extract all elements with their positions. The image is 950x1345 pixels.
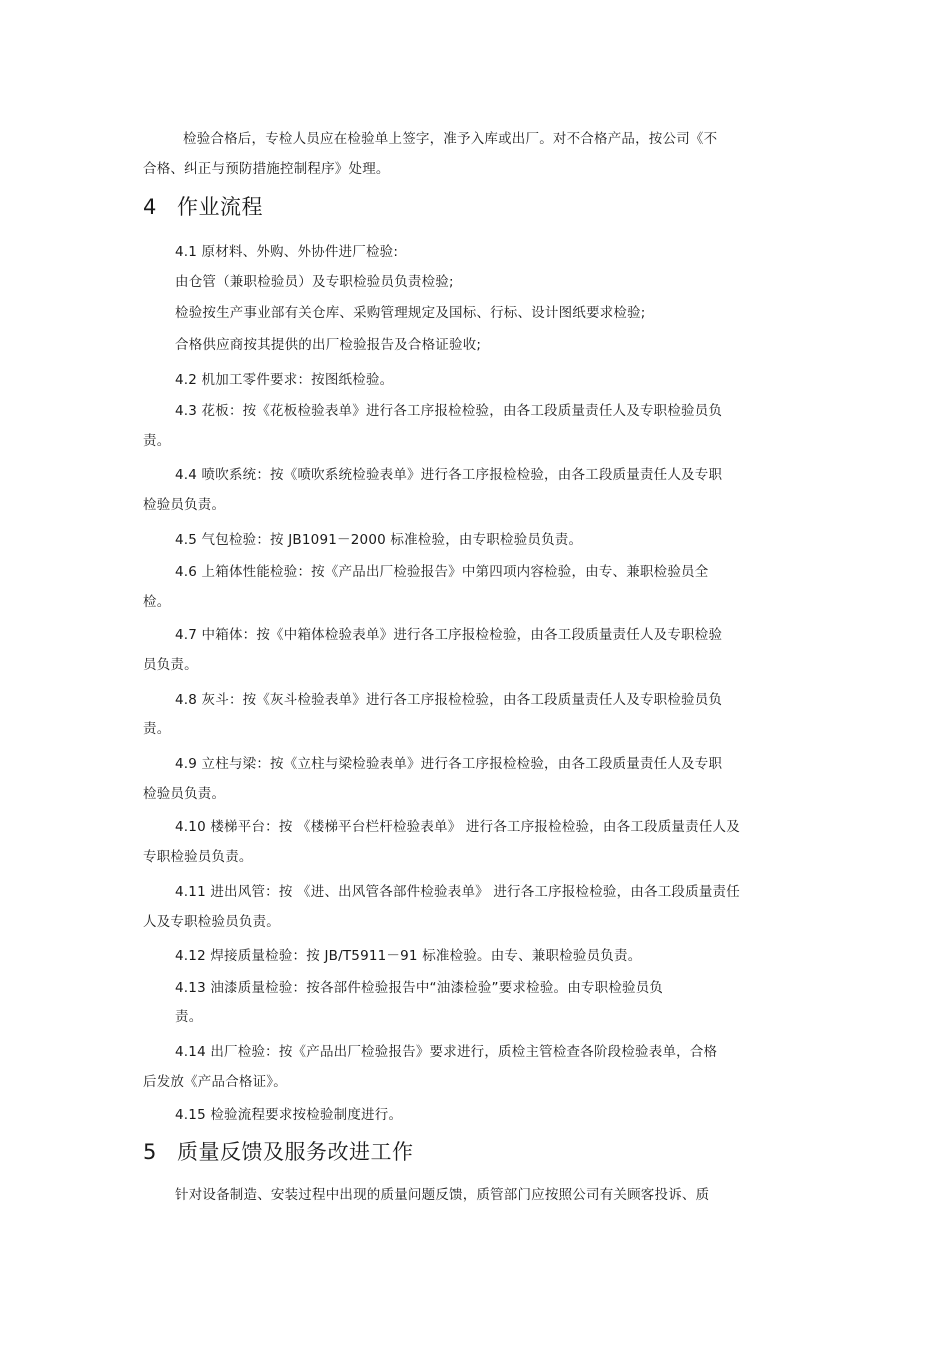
item-4-11: 4.11 进出风管：按 《进、出风管各部件检验表单》 进行各工序报检检验，由各工段质量责任 bbox=[175, 884, 740, 900]
item-4-1-b: 检验按生产事业部有关仓库、采购管理规定及国标、行标、设计图纸要求检验; bbox=[175, 305, 646, 321]
item-4-1-c: 合格供应商按其提供的出厂检验报告及合格证验收; bbox=[175, 337, 482, 353]
section-title: 作业流程 bbox=[177, 195, 263, 219]
item-4-7: 4.7 中箱体：按《中箱体检验表单》进行各工序报检检验，由各工段质量责任人及专职检验 bbox=[175, 627, 723, 643]
section-title: 质量反馈及服务改进工作 bbox=[177, 1140, 414, 1164]
section-number: 4 bbox=[143, 195, 157, 219]
item-4-12: 4.12 焊接质量检验：按 JB/T5911－91 标准检验。由专、兼职检验员负责。 bbox=[175, 948, 642, 964]
intro-line-2: 合格、纠正与预防措施控制程序》处理。 bbox=[143, 161, 390, 177]
item-4-6: 4.6 上箱体性能检验：按《产品出厂检验报告》中第四项内容检验，由专、兼职检验员全 bbox=[175, 564, 709, 580]
item-4-13: 4.13 油漆质量检验：按各部件检验报告中“油漆检验”要求检验。由专职检验员负 bbox=[175, 980, 664, 996]
item-4-10: 4.10 楼梯平台：按 《楼梯平台栏杆检验表单》 进行各工序报检检验，由各工段质量责任人及 bbox=[175, 819, 740, 835]
item-4-15: 4.15 检验流程要求按检验制度进行。 bbox=[175, 1107, 403, 1123]
item-4-14-cont: 后发放《产品合格证》。 bbox=[143, 1074, 287, 1090]
item-4-11-cont: 人及专职检验员负责。 bbox=[143, 914, 280, 930]
item-4-5: 4.5 气包检验：按 JB1091－2000 标准检验，由专职检验员负责。 bbox=[175, 532, 583, 548]
item-4-8: 4.8 灰斗：按《灰斗检验表单》进行各工序报检检验，由各工段质量责任人及专职检验员负 bbox=[175, 692, 723, 708]
item-4-13-cont: 责。 bbox=[175, 1009, 203, 1025]
item-4-9-cont: 检验员负责。 bbox=[143, 786, 226, 802]
item-4-7-cont: 员负责。 bbox=[143, 657, 198, 673]
item-4-1-a: 由仓管（兼职检验员）及专职检验员负责检验; bbox=[175, 274, 454, 290]
section-5-heading bbox=[143, 1139, 414, 1165]
section-4-heading bbox=[143, 194, 263, 220]
item-4-8-cont: 责。 bbox=[143, 721, 171, 737]
item-4-14: 4.14 出厂检验：按《产品出厂检验报告》要求进行，质检主管检查各阶段检验表单，合格 bbox=[175, 1044, 718, 1060]
intro-line-1: 检验合格后，专检人员应在检验单上签字，准予入库或出厂。对不合格产品，按公司《不 bbox=[183, 131, 718, 147]
section-number: 5 bbox=[143, 1140, 157, 1164]
section-5-line-1: 针对设备制造、安装过程中出现的质量问题反馈，质管部门应按照公司有关顾客投诉、质 bbox=[175, 1187, 710, 1203]
item-4-2: 4.2 机加工零件要求：按图纸检验。 bbox=[175, 372, 394, 388]
item-4-3-cont: 责。 bbox=[143, 433, 171, 449]
item-4-4: 4.4 喷吹系统：按《喷吹系统检验表单》进行各工序报检检验，由各工段质量责任人及专职 bbox=[175, 467, 723, 483]
item-4-4-cont: 检验员负责。 bbox=[143, 497, 226, 513]
item-4-10-cont: 专职检验员负责。 bbox=[143, 849, 253, 865]
item-4-6-cont: 检。 bbox=[143, 594, 171, 610]
item-4-3: 4.3 花板：按《花板检验表单》进行各工序报检检验，由各工段质量责任人及专职检验员负 bbox=[175, 403, 723, 419]
item-4-9: 4.9 立柱与梁：按《立柱与梁检验表单》进行各工序报检检验，由各工段质量责任人及专职 bbox=[175, 756, 723, 772]
item-4-1: 4.1 原材料、外购、外协件进厂检验: bbox=[175, 244, 399, 260]
